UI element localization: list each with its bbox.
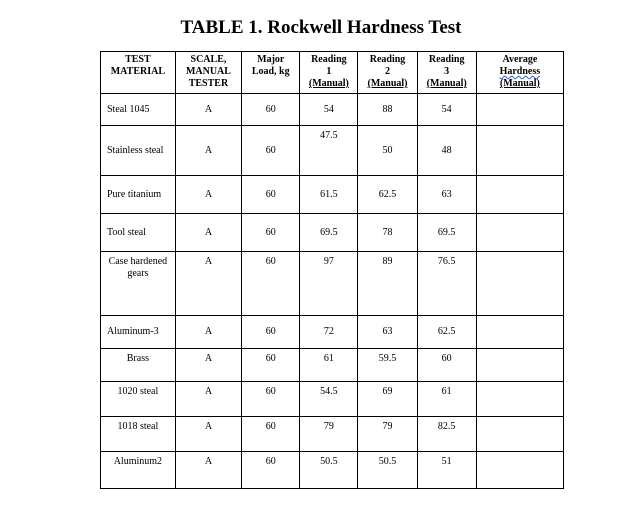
- scale-cell: A: [175, 94, 241, 126]
- header-reading-1: Reading 1 (Manual): [300, 52, 358, 94]
- average-cell: [476, 126, 563, 176]
- reading-1-cell: 50.5: [300, 452, 358, 489]
- rockwell-hardness-table: [100, 51, 564, 489]
- load-cell: 60: [242, 417, 300, 452]
- load-cell: 60: [242, 316, 300, 349]
- material-cell: 1018 steal: [101, 417, 176, 452]
- material-cell: Tool steal: [101, 214, 176, 252]
- material-cell: 1020 steal: [101, 382, 176, 417]
- header-reading-3: Reading 3 (Manual): [417, 52, 476, 94]
- reading-3-cell: 76.5: [417, 252, 476, 316]
- load-cell: 60: [242, 252, 300, 316]
- reading-3-cell: 69.5: [417, 214, 476, 252]
- table-row: [101, 349, 564, 382]
- reading-2-cell: 50.5: [358, 452, 417, 489]
- reading-2-cell: 78: [358, 214, 417, 252]
- average-cell: [476, 452, 563, 489]
- average-cell: [476, 349, 563, 382]
- reading-2-cell: 50: [358, 126, 417, 176]
- reading-3-cell: 63: [417, 176, 476, 214]
- reading-2-cell: 63: [358, 316, 417, 349]
- scale-cell: A: [175, 417, 241, 452]
- table-row: [101, 176, 564, 214]
- hardness-table-container: [100, 51, 564, 486]
- material-cell: Stainless steal: [101, 126, 176, 176]
- average-cell: [476, 252, 563, 316]
- header-reading-2: Reading 2 (Manual): [358, 52, 417, 94]
- table-title: TABLE 1. Rockwell Hardness Test: [180, 17, 462, 38]
- reading-2-cell: 62.5: [358, 176, 417, 214]
- table-row: [101, 316, 564, 349]
- average-cell: [476, 176, 563, 214]
- reading-3-cell: 61: [417, 382, 476, 417]
- scale-cell: A: [175, 382, 241, 417]
- load-cell: 60: [242, 126, 300, 176]
- load-cell: 60: [242, 452, 300, 489]
- reading-3-cell: 82.5: [417, 417, 476, 452]
- header-scale-manual-tester: SCALE, MANUAL TESTER: [175, 52, 241, 94]
- load-cell: 60: [242, 214, 300, 252]
- table-row: [101, 417, 564, 452]
- table-row: [101, 252, 564, 316]
- reading-2-cell: 79: [358, 417, 417, 452]
- reading-1-cell: 61.5: [300, 176, 358, 214]
- reading-2-cell: 88: [358, 94, 417, 126]
- scale-cell: A: [175, 316, 241, 349]
- header-test-material: TEST MATERIAL: [101, 52, 176, 94]
- reading-1-cell: 54.5: [300, 382, 358, 417]
- average-cell: [476, 382, 563, 417]
- load-cell: 60: [242, 94, 300, 126]
- material-cell: Aluminum2: [101, 452, 176, 489]
- reading-1-cell: 79: [300, 417, 358, 452]
- reading-1-cell: 47.5: [300, 126, 358, 176]
- scale-cell: A: [175, 349, 241, 382]
- scale-cell: A: [175, 252, 241, 316]
- reading-3-cell: 48: [417, 126, 476, 176]
- reading-1-cell: 69.5: [300, 214, 358, 252]
- reading-1-cell: 97: [300, 252, 358, 316]
- reading-3-cell: 51: [417, 452, 476, 489]
- reading-2-cell: 59.5: [358, 349, 417, 382]
- load-cell: 60: [242, 349, 300, 382]
- reading-3-cell: 60: [417, 349, 476, 382]
- header-major-load: Major Load, kg: [242, 52, 300, 94]
- reading-1-cell: 54: [300, 94, 358, 126]
- table-row: [101, 126, 564, 176]
- average-cell: [476, 316, 563, 349]
- material-cell: Brass: [101, 349, 176, 382]
- scale-cell: A: [175, 176, 241, 214]
- table-row: [101, 214, 564, 252]
- average-cell: [476, 214, 563, 252]
- material-cell: Aluminum-3: [101, 316, 176, 349]
- header-average-hardness: Average Hardness (Manual): [476, 52, 563, 94]
- material-cell: Steal 1045: [101, 94, 176, 126]
- load-cell: 60: [242, 382, 300, 417]
- reading-2-cell: 89: [358, 252, 417, 316]
- table-row: [101, 452, 564, 489]
- reading-2-cell: 69: [358, 382, 417, 417]
- average-cell: [476, 94, 563, 126]
- material-cell: Pure titanium: [101, 176, 176, 214]
- average-cell: [476, 417, 563, 452]
- load-cell: 60: [242, 176, 300, 214]
- material-cell: Case hardened gears: [101, 252, 176, 316]
- reading-1-cell: 61: [300, 349, 358, 382]
- reading-3-cell: 62.5: [417, 316, 476, 349]
- scale-cell: A: [175, 452, 241, 489]
- table-row: [101, 94, 564, 126]
- header-row: [101, 52, 564, 94]
- table-row: [101, 382, 564, 417]
- scale-cell: A: [175, 214, 241, 252]
- scale-cell: A: [175, 126, 241, 176]
- reading-3-cell: 54: [417, 94, 476, 126]
- reading-1-cell: 72: [300, 316, 358, 349]
